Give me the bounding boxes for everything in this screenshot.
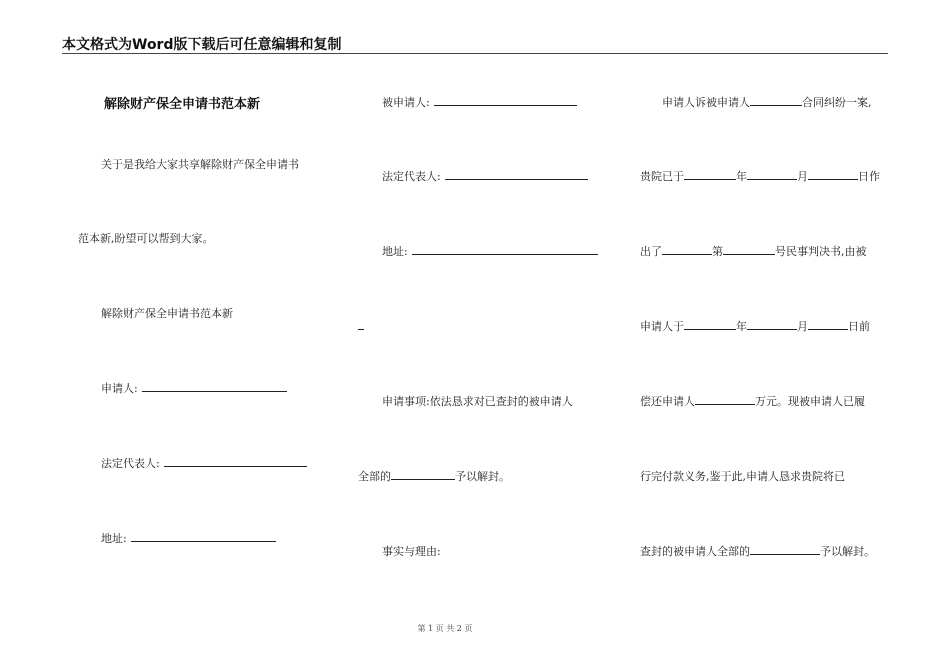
col3-text: 号民事判决书,由被 (775, 245, 867, 258)
page-number: 第 1 页 共 2 页 (417, 624, 473, 633)
applicant-blank (142, 380, 287, 392)
intro-text-line-2: 范本新,盼望可以帮到大家。 (78, 232, 214, 245)
document-header-title: 本文格式为Word版下载后可任意编辑和复制 (62, 37, 342, 53)
month-blank (747, 168, 797, 180)
col3-text: 日前 (848, 320, 870, 333)
legal-rep-field (101, 455, 307, 471)
application-matters-line: 申请事项:依法恳求对已查封的被申请人 (382, 395, 573, 408)
whole-property-line (358, 468, 510, 484)
respondent-address-label: 地址: (382, 245, 408, 258)
case-number-blank (723, 243, 775, 255)
col3-text: 万元。现被申请人已履 (755, 395, 865, 408)
document-title: 解除财产保全申请书范本新 (104, 97, 261, 112)
address-label: 地址: (101, 532, 127, 545)
col3-text: 第 (712, 245, 723, 258)
property-blank (750, 543, 820, 555)
whole-prefix: 全部的 (358, 470, 391, 483)
property-blank (391, 468, 455, 480)
col3-text: 查封的被申请人全部的 (640, 545, 750, 558)
col3-line-2 (640, 168, 880, 184)
address-blank (131, 530, 276, 542)
col3-text: 月 (797, 170, 808, 183)
col3-line-3 (640, 243, 867, 259)
col3-text: 申请人诉被申请人 (662, 96, 750, 109)
respondent-legal-rep-field (382, 168, 588, 184)
col3-text: 出了 (640, 245, 662, 258)
respondent-name-blank (750, 94, 802, 106)
col3-line-4 (640, 318, 870, 334)
col3-text: 予以解封。 (820, 545, 875, 558)
col3-line-5 (640, 393, 865, 409)
col3-text: 申请人于 (640, 320, 684, 333)
applicant-label: 申请人: (101, 382, 138, 395)
respondent-blank (434, 94, 577, 106)
respondent-address-blank (412, 243, 598, 255)
header-divider (62, 53, 888, 54)
intro-text-line-1: 关于是我给大家共享解除财产保全申请书 (101, 158, 299, 171)
col3-text: 偿还申请人 (640, 395, 695, 408)
address-field (101, 530, 276, 546)
legal-rep-label: 法定代表人: (101, 457, 160, 470)
col3-text: 合同纠纷一案, (802, 96, 872, 109)
col3-text: 贵院已于 (640, 170, 684, 183)
year-blank (684, 168, 736, 180)
whole-suffix: 予以解封。 (455, 470, 510, 483)
col3-text: 月 (797, 320, 808, 333)
court-blank (662, 243, 712, 255)
month-blank (747, 318, 797, 330)
amount-blank (695, 393, 755, 405)
facts-reasons-label: 事实与理由: (382, 545, 441, 558)
respondent-legal-rep-blank (445, 168, 588, 180)
col3-line-6: 行完付款义务,鉴于此,申请人恳求贵院将已 (640, 470, 845, 483)
col3-line-7 (640, 543, 875, 559)
col3-line-1 (662, 94, 872, 110)
day-blank (808, 318, 848, 330)
stray-underline (358, 329, 364, 330)
respondent-field (382, 94, 577, 110)
legal-rep-blank (164, 455, 307, 467)
respondent-label: 被申请人: (382, 96, 430, 109)
day-blank (808, 168, 858, 180)
respondent-address-field (382, 243, 598, 259)
col3-text: 日作 (858, 170, 880, 183)
col3-text: 年 (736, 320, 747, 333)
respondent-legal-rep-label: 法定代表人: (382, 170, 441, 183)
col3-text: 年 (736, 170, 747, 183)
year-blank (684, 318, 736, 330)
document-subtitle: 解除财产保全申请书范本新 (101, 307, 233, 320)
applicant-field (101, 380, 287, 396)
